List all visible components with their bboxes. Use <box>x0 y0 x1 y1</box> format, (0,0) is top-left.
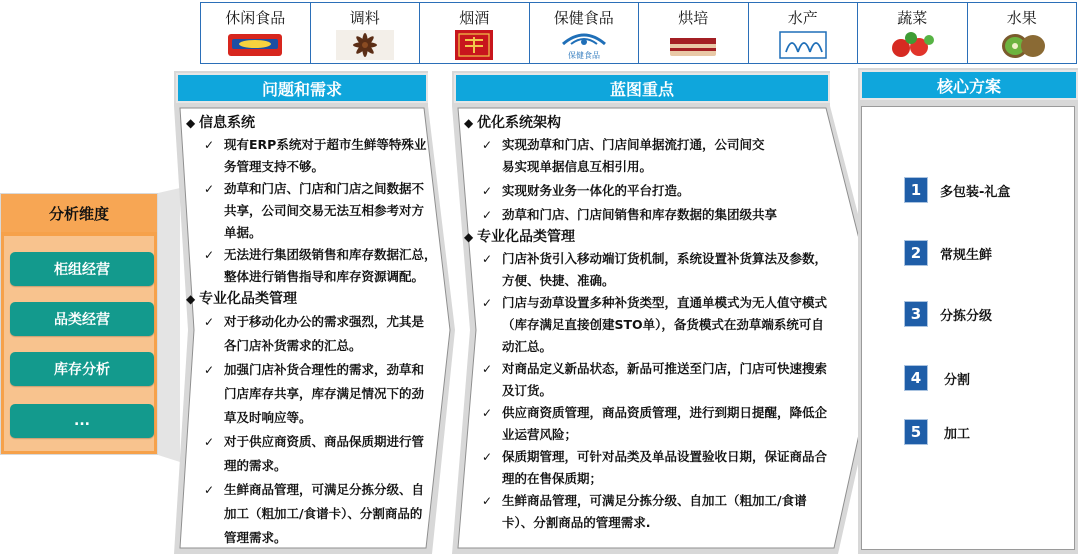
check-icon: ✓ <box>482 494 493 508</box>
solution-item <box>904 240 992 266</box>
check-icon: ✓ <box>482 296 493 310</box>
check-icon: ✓ <box>204 435 215 449</box>
solution-label: 分拣分级 <box>940 308 993 324</box>
list-item: ✓ 劲草和门店、门店和门店之间数据不 共享，公司间交易无法互相参考对方 单据。 <box>186 178 456 244</box>
category-label: 水果 <box>1006 9 1037 27</box>
list-item: ✓ 生鲜商品管理，可满足分拣分级、自 加工（粗加工/食谱卡）、分割商品的 管理需求。 <box>186 478 456 550</box>
list-item: ✓ 对商品定义新品状态，新品可推送至门店，门店可快速搜索 及订货。 <box>464 358 864 402</box>
solution-number: 5 <box>904 419 928 445</box>
check-icon: ✓ <box>482 208 493 222</box>
analysis-item-counter[interactable]: 柜组经营 <box>10 252 154 286</box>
list-item: ✓ 对于移动化办公的需求强烈，尤其是 各门店补货需求的汇总。 <box>186 310 456 358</box>
category-label: 烘培 <box>678 9 709 27</box>
list-item: ✓ 加强门店补货合理性的需求，劲草和 门店库存共享，库存满足情况下的劲 草及时响应等。 <box>186 358 456 430</box>
solutions-panel <box>861 106 1075 550</box>
diamond-icon: ◆ <box>464 230 474 244</box>
list-item: ✓ 生鲜商品管理，可满足分拣分级、自加工（粗加工/食谱 卡）、分割商品的管理需求. <box>464 490 864 534</box>
solution-item <box>904 301 992 327</box>
diamond-icon: ◆ <box>464 116 474 130</box>
blueprint-header: 蓝图重点 <box>454 73 830 103</box>
problems-header: 问题和需求 <box>176 73 428 103</box>
category-label: 烟酒 <box>459 9 490 27</box>
solution-item <box>904 419 970 445</box>
check-icon: ✓ <box>482 406 493 420</box>
list-item: ✓ 保质期管理，可针对品类及单品设置验收日期，保证商品合 理的在售保质期； <box>464 446 864 490</box>
diamond-icon: ◆ <box>186 292 196 306</box>
solution-label: 分割 <box>944 372 971 388</box>
solutions-header: 核心方案 <box>860 70 1078 100</box>
analysis-item-inventory[interactable]: 库存分析 <box>10 352 154 386</box>
solution-label: 多包装-礼盒 <box>940 184 1011 200</box>
check-icon: ✓ <box>204 138 215 152</box>
list-item: ✓ 实现劲草和门店、门店间单据流打通，公司间交 易实现单据信息互相引用。 <box>464 134 864 178</box>
check-icon: ✓ <box>482 184 493 198</box>
solution-label: 常规生鲜 <box>940 247 993 263</box>
section-title: ◆ 信息系统 <box>186 112 456 134</box>
check-icon: ✓ <box>204 315 215 329</box>
category-label: 保健食品 <box>553 9 614 27</box>
category-label: 休闲食品 <box>225 9 286 27</box>
solution-number: 4 <box>904 365 928 391</box>
list-item: ✓ 门店补货引入移动端订货机制，系统设置补货算法及参数， 方便、快捷、准确。 <box>464 248 864 292</box>
list-item: ✓ 供应商资质管理，商品资质管理，进行到期日提醒，降低企 业运营风险； <box>464 402 864 446</box>
check-icon: ✓ <box>204 483 215 497</box>
problems-content <box>186 112 456 550</box>
check-icon: ✓ <box>482 450 493 464</box>
solution-item <box>904 177 1010 203</box>
list-item: ✓ 实现财务业务一体化的平台打造。 <box>464 180 864 202</box>
analysis-item-category[interactable]: 品类经营 <box>10 302 154 336</box>
category-label: 蔬菜 <box>897 9 928 27</box>
list-item: ✓ 门店与劲草设置多种补货类型，直通单模式为无人值守模式 （库存满足直接创建STO单），备货模式在劲草端系统可自 动汇总。 <box>464 292 864 358</box>
solution-number: 2 <box>904 240 928 266</box>
blueprint-content <box>464 112 864 534</box>
category-label: 水产 <box>787 9 818 27</box>
health-food-logo-text: 保健食品 <box>567 51 600 60</box>
category-label: 调料 <box>349 9 380 27</box>
solution-item <box>904 365 970 391</box>
check-icon: ✓ <box>482 362 493 376</box>
flow-funnel <box>158 188 180 462</box>
list-item: ✓ 现有ERP系统对于超市生鲜等特殊业 务管理支持不够。 <box>186 134 456 178</box>
solution-number: 3 <box>904 301 928 327</box>
check-icon: ✓ <box>204 182 215 196</box>
diamond-icon: ◆ <box>186 116 196 130</box>
list-item: ✓ 对于供应商资质、商品保质期进行管 理的需求。 <box>186 430 456 478</box>
check-icon: ✓ <box>482 138 493 152</box>
list-item: ✓ 劲草和门店、门店间销售和库存数据的集团级共享 <box>464 204 864 226</box>
analysis-title: 分析维度 <box>1 194 157 232</box>
solution-number: 1 <box>904 177 928 203</box>
list-item: ✓ 无法进行集团级销售和库存数据汇总， 整体进行销售指导和库存资源调配。 <box>186 244 456 288</box>
section-title: ◆ 专业化品类管理 <box>186 288 456 310</box>
check-icon: ✓ <box>204 248 215 262</box>
solution-label: 加工 <box>944 426 971 442</box>
section-title: ◆ 优化系统架构 <box>464 112 864 134</box>
check-icon: ✓ <box>482 252 493 266</box>
section-title: ◆ 专业化品类管理 <box>464 226 864 248</box>
analysis-item-more[interactable]: ... <box>10 404 154 438</box>
check-icon: ✓ <box>204 363 215 377</box>
